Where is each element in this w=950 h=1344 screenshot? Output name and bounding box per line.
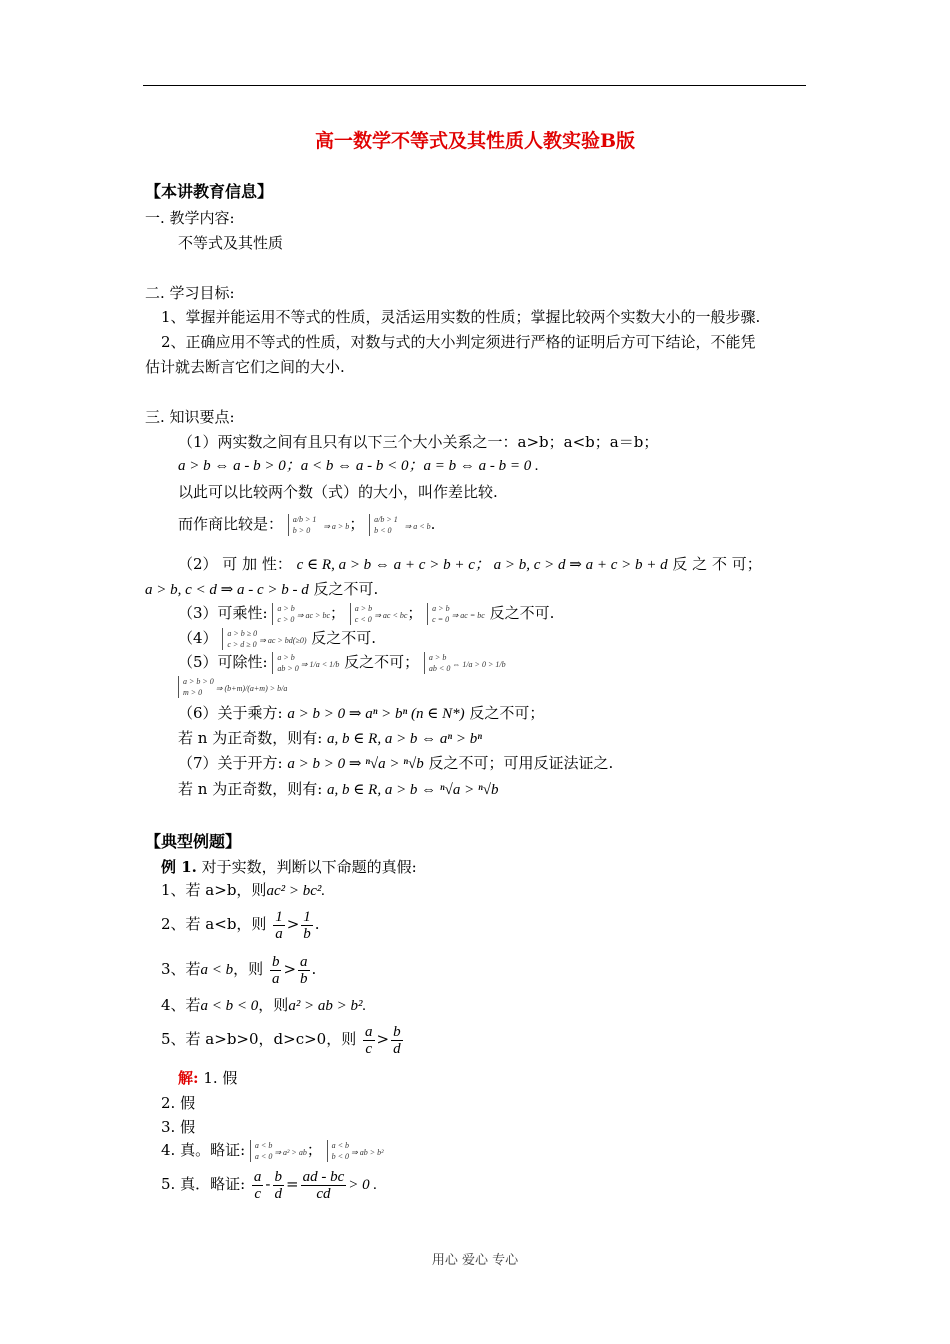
divide-system-2: a > b ab < 0 (424, 652, 450, 674)
point-3-tail: 反之不可. (489, 604, 555, 622)
fraction: $\frac{b}{d}$ (274, 1168, 282, 1202)
multiply-system-1: a > b c > 0 (272, 603, 294, 625)
answer-4: 4. 真。略证: a < b a < 0 ⇒ a² > ab； a < b b < 0 ⇒ ab > b² (161, 1141, 384, 1161)
page-title: 高一数学不等式及其性质人教实验B版 (314, 130, 636, 152)
point-3: （3）可乘性: a > b c > 0 ⇒ ac > bc； a > b c < 0 ⇒ ac < bc； a > b c = 0 ⇒ ac = bc 反之不可. (178, 604, 555, 624)
point-6-math: a > b > 0 ⇒ aⁿ > bⁿ (n ∈ N*) (287, 706, 465, 722)
content-heading: 一. 教学内容: (145, 209, 235, 227)
point-6b-math: a, b ∈ R, a > b ⇔ aⁿ > bⁿ (327, 731, 483, 747)
point-2-cont (145, 579, 378, 600)
answer-2: 2. 假 (161, 1094, 196, 1112)
point-6 (178, 703, 544, 724)
fraction: $\frac{a}{b}$ (300, 953, 308, 987)
point-7-math: a > b > 0 ⇒ ⁿ√a > ⁿ√b (287, 756, 424, 772)
fraction: $\frac{1}{b}$ (303, 908, 311, 942)
page-footer: 用心 爱心 专心 (431, 1253, 519, 1268)
point-7 (178, 753, 613, 774)
multiply-system-3: a > b c = 0 (427, 603, 449, 625)
question-1: 1、若 a>b，则ac² > bc². (161, 881, 326, 899)
point-1: （1）两实数之间有且只有以下三个大小关系之一：a>b；a<b；a＝b； (178, 433, 659, 451)
proof-system-2: a < b b < 0 (327, 1140, 349, 1162)
point-2-label: （2） 可 加 性： (178, 555, 292, 573)
point-2-tail: 反 之 不 可； (672, 555, 762, 573)
answer-label: 解: (178, 1069, 199, 1087)
example-1-prompt (161, 857, 417, 877)
question-2: 2、若 a<b，则 $\frac{1}{a}$ > $\frac{1}{b}$ . (161, 908, 320, 942)
point-4: （4） a > b ≥ 0 c > d ≥ 0 ⇒ ac > bd(≥0) 反之不可. (178, 629, 377, 649)
example-1-text: 对于实数，判断以下命题的真假: (201, 858, 417, 876)
point-1-text: 以此可以比较两个数（式）的大小，叫作差比较. (178, 483, 498, 501)
goal-heading: 二. 学习目标: (145, 284, 235, 302)
point-6-tail: 反之不可； (469, 704, 545, 722)
divide-system-3: a > b > 0 m > 0 (178, 676, 214, 698)
fraction: $\frac{ad - bc}{cd}$ (302, 1168, 345, 1202)
point-7b-label: 若 n 为正奇数，则有: (178, 780, 323, 798)
example-1-label: 例 1. (161, 858, 197, 876)
fraction: $\frac{b}{d}$ (393, 1023, 401, 1057)
quotient-result-1: ⇒ a > b (323, 522, 350, 531)
point-1-math: a > b ⇔ a - b > 0；a < b ⇔ a - b < 0；a = b ⇔ a - b = 0 . (178, 458, 539, 474)
point-6b-label: 若 n 为正奇数，则有: (178, 729, 323, 747)
point-2 (178, 554, 762, 575)
fraction: $\frac{a}{c}$ (253, 1168, 262, 1202)
section-heading-examples: 【典型例题】 (145, 832, 242, 851)
question-3: 3、若a < b，则 $\frac{b}{a}$ > $\frac{a}{b}$ . (161, 953, 317, 987)
goal-2-cont: 估计就去断言它们之间的大小. (145, 358, 345, 376)
answer-3: 3. 假 (161, 1118, 196, 1136)
section-heading-info: 【本讲教育信息】 (145, 182, 274, 201)
point-2-math: c ∈ R, a > b ⇔ a + c > b + c； a > b, c > d ⇒ a + c > b + d (296, 557, 668, 573)
point-5-cont: a > b > 0 m > 0 ⇒ (b+m)/(a+m) > b/a (178, 676, 287, 699)
question-4: 4、若a < b < 0，则a² > ab > b². (161, 996, 367, 1014)
points-heading: 三. 知识要点: (145, 408, 235, 426)
fraction: $\frac{b}{a}$ (271, 953, 280, 987)
point-2b-tail: 反之不可. (313, 580, 379, 598)
goal-2: 2、正确应用不等式的性质，对数与式的大小判定须进行严格的证明后方可下结论，不能凭 (161, 333, 756, 351)
content-text: 不等式及其性质 (178, 234, 284, 252)
point-7-tail: 反之不可；可用反证法证之. (428, 754, 614, 772)
proof-system-1: a < b a < 0 (250, 1140, 272, 1162)
point-2b-math: a > b, c < d ⇒ a - c > b - d (145, 582, 309, 598)
fraction: $\frac{a}{c}$ (365, 1023, 373, 1057)
answer-1: 解: 1. 假 (178, 1069, 238, 1087)
quotient-system-1: a/b > 1 b > 0 (288, 514, 317, 536)
goal-1: 1、掌握并能运用不等式的性质，灵活运用实数的性质；掌握比较两个实数大小的一般步骤. (161, 308, 761, 326)
fraction: $\frac{1}{a}$ (275, 908, 283, 942)
answer-5: 5. 真．略证: $\frac{a}{c}$ - $\frac{b}{d}$ = $\frac{ad - bc}{cd}$ > 0 . (161, 1168, 378, 1202)
quotient-label: 而作商比较是： (178, 515, 284, 533)
header-rule (143, 85, 806, 86)
point-7-label: （7）关于开方: (178, 754, 283, 772)
question-5: 5、若 a>b>0，d>c>0，则 $\frac{a}{c}$ > $\frac{b}{d}$ (161, 1023, 401, 1057)
point-5-label: （5）可除性: (178, 653, 268, 671)
quotient-system-2: a/b > 1 b < 0 (369, 514, 398, 536)
point-7b (178, 779, 498, 800)
question-1-math: ac² > bc². (266, 883, 326, 899)
multiply-nonneg-system: a > b ≥ 0 c > d ≥ 0 (222, 628, 257, 650)
point-4-label: （4） (178, 629, 218, 647)
point-6b (178, 728, 482, 749)
point-5: （5）可除性: a > b ab > 0 ⇒ 1/a < 1/b 反之不可； a > b ab < 0 ⇔ 1/a > 0 > 1/b (178, 653, 506, 673)
point-4-tail: 反之不可. (311, 629, 377, 647)
divide-system-1: a > b ab > 0 (272, 652, 298, 674)
point-7b-math: a, b ∈ R, a > b ⇔ ⁿ√a > ⁿ√b (327, 782, 499, 798)
point-5-mid: 反之不可； (344, 653, 420, 671)
point-6-label: （6）关于乘方: (178, 704, 283, 722)
quotient-result-2: ⇒ a < b (404, 522, 431, 531)
multiply-system-2: a > b c < 0 (350, 603, 372, 625)
point-1-quotient: 而作商比较是： a/b > 1 b > 0 ⇒ a > b； a/b > 1 b < 0 ⇒ a < b. (178, 515, 436, 535)
point-3-label: （3）可乘性: (178, 604, 268, 622)
